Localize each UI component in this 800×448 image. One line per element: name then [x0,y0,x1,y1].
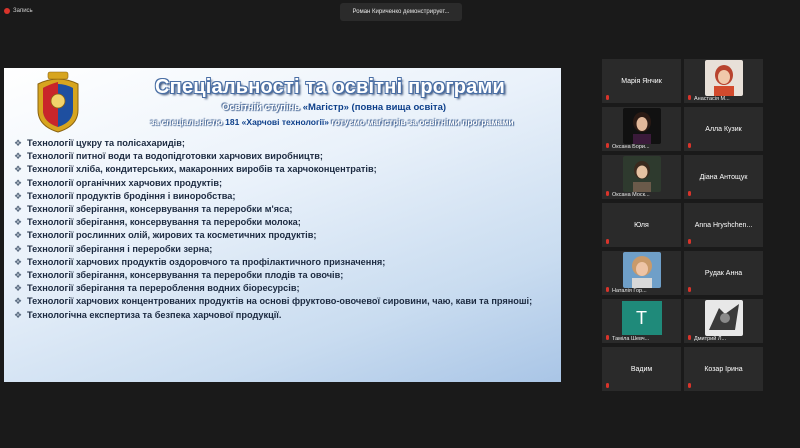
bullet-icon: ❖ [14,256,23,267]
university-crest-icon [34,70,82,134]
list-item: ❖ Технології зберігання і переробки зерна; [14,243,554,256]
participant-tile[interactable] [602,107,681,151]
list-item: ❖ Технології рослинних олій, жирових та косметичних продуктів; [14,229,554,242]
recording-indicator[interactable] [4,5,33,17]
bullet-icon: ❖ [14,177,23,188]
mic-muted-icon [686,238,693,245]
bullet-icon: ❖ [14,164,23,175]
bullet-icon: ❖ [14,217,23,228]
bullet-icon: ❖ [14,230,23,241]
specialty-suffix: готуємо магістрів за освітніми програмами [328,117,514,127]
participant-tile[interactable] [602,203,681,247]
list-item: ❖ Технологічна експертиза та безпека харчової продукції. [14,309,554,322]
participant-tile[interactable] [684,59,763,103]
avatar: T [622,301,662,335]
bullet-icon: ❖ [14,283,23,294]
participant-name: Діана Антощук [699,173,748,181]
participant-tile[interactable] [602,155,681,199]
bullet-icon: ❖ [14,190,23,201]
participant-photo [623,156,661,192]
participant-tile[interactable] [684,107,763,151]
participant-name: Дмитрий Л... [694,336,727,342]
list-item: ❖ Технології зберігання, консервування та переробки плодів та овочів; [14,269,554,282]
list-item: ❖ Технології продуктів бродіння і виноробства; [14,190,554,203]
bullet-icon: ❖ [14,270,23,281]
participant-name: Козар Ірина [704,365,743,373]
participant-tile[interactable] [684,203,763,247]
shared-screen [4,68,561,382]
mic-muted-icon [686,382,693,389]
mic-muted-icon [686,94,693,101]
participant-name: Anna Hryshchen... [694,221,753,229]
participant-name: Вадим [630,365,653,373]
mic-muted-icon [604,334,611,341]
mic-muted-icon [604,190,611,197]
participant-name: Юля [634,221,649,229]
participant-name: Алла Кузик [705,125,742,133]
list-item: ❖ Технології хліба, кондитерських, макаронних виробів та харчоконцентратів; [14,163,554,176]
participant-name: Оксана Моск... [612,192,650,198]
participant-photo [623,108,661,144]
participant-name: Марія Янчик [621,77,662,85]
participant-tile[interactable] [602,347,681,391]
participant-name: Оксана Бори... [612,144,650,150]
mic-muted-icon [604,94,611,101]
participant-photo [623,252,661,288]
participant-tile[interactable] [684,299,763,343]
participant-photo [705,300,743,336]
mic-muted-icon [686,142,693,149]
degree-prefix: Освітній ступінь [221,102,303,113]
participant-tile[interactable] [684,251,763,295]
record-dot-icon [4,8,10,14]
participant-tile[interactable] [684,347,763,391]
list-item: ❖ Технології харчових продуктів оздоровчого та профілактичного призначення; [14,256,554,269]
participant-tile[interactable] [684,155,763,199]
bullet-icon: ❖ [14,204,23,215]
specialty-name: 181 «Харчові технології» [225,117,329,127]
list-item: ❖ Технології харчових концентрованих продуктів на основі фруктово-овочевої сировини, чаю, кави та пряноші; [14,295,554,308]
mic-muted-icon [604,142,611,149]
participant-photo [705,60,743,96]
bullet-icon: ❖ [14,138,23,148]
bullet-icon: ❖ [14,243,23,254]
participant-tile[interactable] [602,299,681,343]
bullet-icon: ❖ [14,151,23,162]
participant-tile[interactable] [602,59,681,103]
slide-title: Спеціальності та освітні програми [155,76,505,98]
list-item: ❖ Технології зберігання, консервування та переробки м'яса; [14,203,554,216]
participant-name: Анастасія М... [694,96,730,102]
degree-name: «Магістр» (повна вища освіта) [302,102,447,113]
list-item: ❖ Технології органічних харчових продуктів; [14,177,554,190]
specialty-prefix: за спеціальністю [150,117,226,127]
participant-tile[interactable] [602,251,681,295]
mic-muted-icon [604,238,611,245]
participant-name: Наталія Гор... [612,288,647,294]
mic-muted-icon [686,334,693,341]
slide-degree-line [124,102,544,113]
list-item: ❖ Технології зберігання та перероблення водних біоресурсів; [14,282,554,295]
slide-specialty-line [104,117,560,127]
mic-muted-icon [604,382,611,389]
list-item: ❖ Технології питної води та водопідготовки харчових виробництв; [14,150,554,163]
program-list [14,137,554,322]
screen-share-banner[interactable]: Роман Кириченко демонстрирует... [340,3,462,21]
mic-muted-icon [686,190,693,197]
bullet-icon: ❖ [14,296,23,307]
mic-muted-icon [686,286,693,293]
participant-name: Таміла Шевч... [612,336,650,342]
list-item: ❖ Технології зберігання, консервування та переробки молока; [14,216,554,229]
recording-label: Запись [13,8,33,14]
bullet-icon: ❖ [14,309,23,320]
mic-muted-icon [604,286,611,293]
participant-name: Рудак Анна [704,269,743,277]
list-item: ❖ Технології цукру та полісахаридів; [14,137,554,150]
